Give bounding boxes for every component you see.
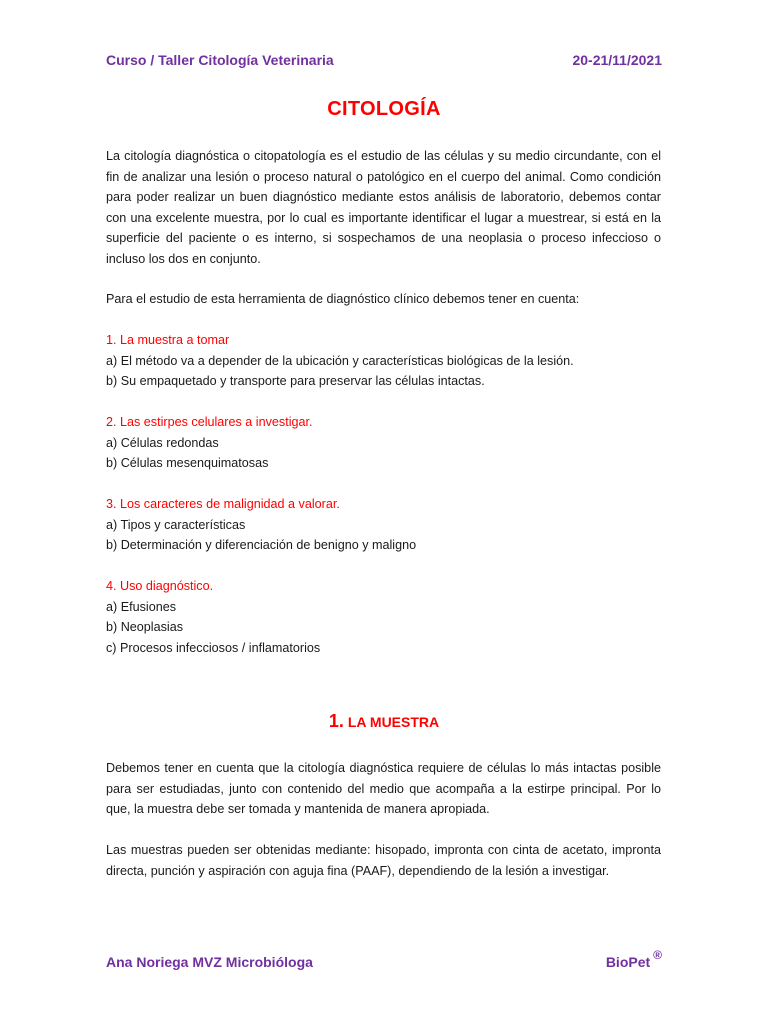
list-group-4 bbox=[106, 576, 661, 658]
list-heading: 2. Las estirpes celulares a investigar. bbox=[106, 415, 313, 429]
list-item: a) Tipos y características bbox=[106, 517, 246, 532]
course-date: 20-21/11/2021 bbox=[572, 52, 662, 68]
list-heading: 4. Uso diagnóstico. bbox=[106, 579, 214, 593]
list-heading: 1. La muestra a tomar bbox=[106, 333, 230, 347]
author-name: Ana Noriega MVZ Microbióloga bbox=[106, 954, 313, 970]
list-heading: 3. Los caracteres de malignidad a valorar. bbox=[106, 497, 340, 511]
list-item: b) Su empaquetado y transporte para preservar las células intactas. bbox=[106, 374, 485, 389]
body-paragraph: Debemos tener en cuenta que la citología diagnóstica requiere de células lo más intactas posible para ser estudiadas, junto con contenido del medio que acompaña a la estirpe principal. Por lo que, la muestra debe ser tomada y mantenida de manera apropiada. bbox=[106, 761, 661, 817]
list-item: b) Células mesenquimatosas bbox=[106, 456, 269, 471]
list-item: b) Neoplasias bbox=[106, 620, 184, 635]
body-paragraph: Las muestras pueden ser obtenidas mediante: hisopado, impronta con cinta de acetato, impronta directa, punción y aspiración con aguja fina (PAAF), dependiendo de la lesión a investigar. bbox=[106, 843, 661, 878]
intro-paragraph: La citología diagnóstica o citopatología es el estudio de las células y su medio circundante, con el fin de analizar una lesión o proceso natural o patológico en el cuerpo del animal. Como condición para poder realizar un buen diagnóstico mediante estos análisis de laboratorio, debemos contar con una excelente muestra, por lo cual es importante identificar el lugar a muestrear, si está en la superficie del paciente o es interno, si sospechamos de una neoplasia o proceso infeccioso o incluso los dos en conjunto. bbox=[106, 149, 661, 266]
list-group-1 bbox=[106, 330, 661, 392]
section-number: 1. bbox=[328, 711, 344, 731]
document-title: CITOLOGÍA bbox=[327, 98, 441, 120]
list-item: b) Determinación y diferenciación de benigno y maligno bbox=[106, 538, 417, 553]
list-item: a) Efusiones bbox=[106, 599, 177, 614]
page-header bbox=[106, 52, 662, 68]
section-title: LA MUESTRA bbox=[347, 714, 440, 730]
registered-mark: ® bbox=[653, 948, 662, 962]
brand-name bbox=[605, 948, 662, 970]
section-heading bbox=[0, 711, 768, 732]
course-title: Curso / Taller Citología Veterinaria bbox=[106, 52, 334, 68]
list-group-3 bbox=[106, 494, 661, 556]
page-footer bbox=[106, 948, 662, 970]
list-item: a) El método va a depender de la ubicación y características biológicas de la lesión. bbox=[106, 353, 574, 368]
brand-label: BioPet bbox=[605, 954, 651, 970]
list-item: a) Células redondas bbox=[106, 435, 219, 450]
list-item: c) Procesos infecciosos / inflamatorios bbox=[106, 640, 321, 655]
list-group-2 bbox=[106, 412, 661, 474]
lead-paragraph: Para el estudio de esta herramienta de diagnóstico clínico debemos tener en cuenta: bbox=[106, 292, 580, 306]
